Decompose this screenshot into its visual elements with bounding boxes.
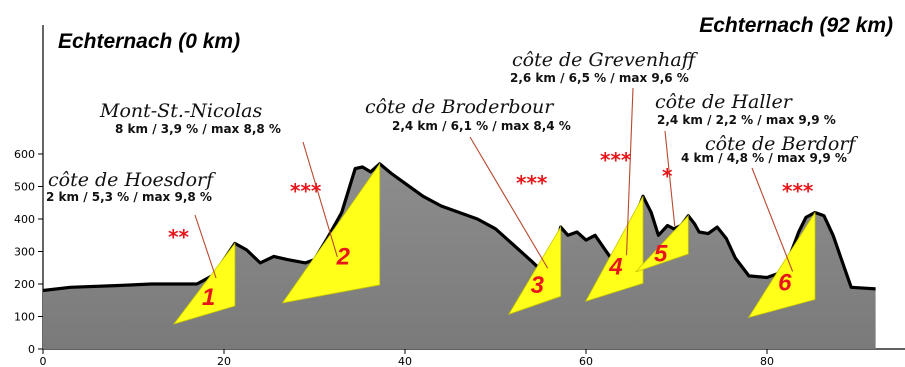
y-tick-label: 100 (14, 310, 35, 324)
climb-name-4: côte de Grevenhaff (512, 49, 696, 71)
climb-marker-6 (749, 213, 815, 318)
climb-name-3: côte de Broderbour (365, 96, 554, 118)
climb-stats-6: 4 km / 4,8 % / max 9,9 % (681, 151, 847, 165)
y-tick-label: 0 (28, 343, 35, 356)
climb-number-5: 5 (653, 240, 668, 268)
y-tick-label: 600 (14, 148, 35, 161)
y-tick-label: 500 (14, 180, 35, 194)
climb-number-1: 1 (201, 284, 216, 312)
climb-number-4: 4 (609, 253, 623, 281)
x-tick-label: 60 (579, 355, 593, 367)
climb-number-2: 2 (336, 243, 350, 271)
climb-rating-6: *** (782, 179, 814, 203)
x-tick-label: 0 (39, 355, 47, 367)
climb-name-2: Mont-St.-Nicolas (100, 100, 263, 122)
start-label: Echternach (0 km) (58, 30, 241, 53)
climb-rating-3: *** (516, 171, 548, 195)
climb-name-5: côte de Haller (655, 91, 792, 113)
climb-connector-1 (195, 215, 216, 278)
climb-number-3: 3 (530, 272, 545, 300)
x-tick-label: 80 (760, 355, 774, 367)
y-tick-label: 200 (14, 278, 35, 291)
y-tick-label: 300 (14, 245, 35, 259)
climb-rating-2: *** (290, 179, 322, 203)
climb-number-6: 6 (778, 269, 792, 297)
climb-name-6: côte de Berdorf (705, 133, 856, 155)
climb-rating-4: *** (600, 148, 632, 172)
climb-rating-1: ** (168, 225, 189, 249)
finish-label: Echternach (92 km) (699, 14, 893, 37)
climb-stats-1: 2 km / 5,3 % / max 9,8 % (46, 190, 212, 204)
climb-stats-2: 8 km / 3,9 % / max 8,8 % (115, 122, 281, 136)
x-tick-label: 40 (398, 355, 412, 367)
climb-stats-5: 2,4 km / 2,2 % / max 9,9 % (657, 113, 836, 127)
x-tick-label: 20 (217, 355, 231, 367)
climb-stats-4: 2,6 km / 6,5 % / max 9,6 % (510, 71, 689, 85)
climb-name-1: côte de Hoesdorf (48, 169, 214, 191)
climb-rating-5: * (662, 164, 673, 188)
climb-stats-3: 2,4 km / 6,1 % / max 8,4 % (392, 119, 571, 133)
y-tick-label: 400 (14, 213, 35, 226)
